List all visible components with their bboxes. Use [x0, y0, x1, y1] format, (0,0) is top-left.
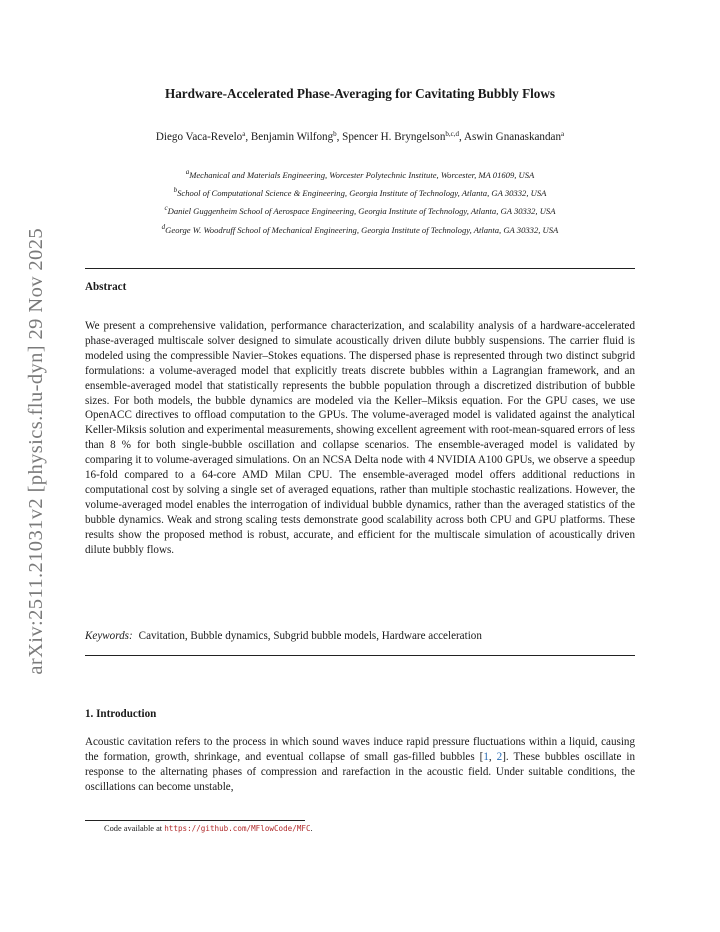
- footnote-rule: [85, 820, 305, 821]
- affiliation-item: [85, 183, 635, 201]
- introduction-text: Acoustic cavitation refers to the process in which sound waves induce rapid pressure fluctuations within a liquid, causing the formation, growth, shrinkage, and eventual collapse of small gas-filled bubbles: [85, 736, 635, 763]
- author-name: Aswin Gnanaskandan: [463, 131, 561, 143]
- citation-link[interactable]: 2: [496, 750, 503, 763]
- affiliation-mark: c: [164, 204, 168, 213]
- affiliation-item: [85, 165, 635, 183]
- arxiv-identifier-text: arXiv:2511.21031v2 [physics.flu-dyn] 29 Nov 2025: [24, 227, 47, 675]
- affiliation-mark: a: [185, 168, 190, 176]
- keywords-text: Cavitation, Bubble dynamics, Subgrid bubble models, Hardware acceleration: [138, 630, 482, 642]
- keywords-label: Keywords:: [85, 630, 133, 642]
- citation-bracket: ]: [502, 750, 506, 763]
- author-affiliation-mark: a: [242, 130, 246, 138]
- citation-bracket: [: [479, 750, 484, 763]
- footnote: [104, 824, 313, 833]
- abstract-top-rule: [85, 268, 635, 269]
- footnote-prefix: Code available at: [104, 824, 165, 833]
- affiliation-mark: d: [161, 222, 166, 231]
- author-name: Benjamin Wilfong: [250, 131, 334, 143]
- author-affiliation-mark: b,c,d: [445, 130, 459, 138]
- author-list: Diego Vaca-Revelo$^a$, Benjamin Wilfong$^b$, Spencer H. Bryngelson$^{b,c,d}$, Aswin Gnanaskandan$^a$: [155, 130, 565, 143]
- citation-link[interactable]: 1: [483, 750, 489, 763]
- abstract-heading: Abstract: [85, 281, 127, 293]
- arxiv-identifier-stamp: [16, 212, 56, 690]
- abstract-bottom-rule: [85, 655, 635, 656]
- citation-separator: ,: [488, 750, 497, 763]
- author-name: Diego Vaca-Revelo: [155, 131, 243, 143]
- introduction-body: [85, 735, 635, 795]
- affiliation-item: [85, 220, 635, 238]
- affiliation-mark: b: [173, 186, 178, 195]
- paper-title: Hardware-Accelerated Phase-Averaging for Cavitating Bubbly Flows: [164, 86, 556, 101]
- affiliation-item: [85, 201, 635, 219]
- code-repository-link[interactable]: https://github.com/MFlowCode/MFC: [164, 824, 311, 833]
- affiliation-list: [85, 165, 635, 238]
- author-affiliation-mark: a: [561, 130, 565, 138]
- introduction-heading: 1. Introduction: [85, 708, 157, 720]
- affiliation-text: Daniel Guggenheim School of Aerospace Engineering, Georgia Institute of Technology, Atlanta, GA 30332, USA: [167, 206, 556, 217]
- keywords-line: [85, 630, 635, 642]
- affiliation-text: George W. Woodruff School of Mechanical Engineering, Georgia Institute of Technology, Atlanta, GA 30332, USA: [165, 224, 559, 235]
- affiliation-text: School of Computational Science & Engineering, Georgia Institute of Technology, Atlanta, GA 30332, USA: [177, 188, 547, 199]
- footnote-suffix: .: [310, 824, 313, 833]
- author-affiliation-mark: b: [333, 130, 337, 138]
- introduction-text: . These bubbles oscillate in response to the alternating phases of compression and rarefaction in the acoustic field. Under suitable conditions, the oscillations can become unstable,: [85, 750, 636, 793]
- author-name: Spencer H. Bryngelson: [342, 131, 446, 143]
- abstract-body: We present a comprehensive validation, performance characterization, and scalability analysis of a hardware-accelerated phase-averaged multiscale solver designed to simulate acoustically driven dilute bubbly suspensions. The carrier fluid is modeled using the compressible Navier–Stokes equations. The dispersed phase is represented through two distinct subgrid formulations: a volume-averaged model that explicitly treats discrete bubbles within a Lagrangian framework, and an ensemble-averaged model that statistically represents the bubble population through a discretized distribution of bubble sizes. For both models, the bubble dynamics are modeled via the Keller–Miksis equation. For the GPU cases, we use OpenACC directives to offload computation to the GPUs. The volume-averaged model is validated against the analytical Keller-Miksis solution and experimental measurements, showing excellent agreement with root-mean-squared errors of less than 8 % for both single-bubble oscillation and collapse scenarios. The ensemble-averaged model is validated by comparing it to volume-averaged simulations. On an NCSA Delta node with 4 NVIDIA A100 GPUs, we observe a speedup 16-fold compared to a 64-core AMD Milan CPU. The ensemble-averaged model offers additional reductions in computational cost by solving a single set of averaged equations, rather than multiple stochastic realizations. However, the volume-averaged model enables the interrogation of individual bubble dynamics, rather than the averaged statistics of the bubble dynamics. Weak and strong scaling tests demonstrate good scalability across both CPU and GPU platforms. These results show the proposed method is robust, accurate, and efficient for the multiscale simulation of acoustically driven dilute bubbly flows.: [85, 320, 635, 556]
- affiliation-text: Mechanical and Materials Engineering, Worcester Polytechnic Institute, Worcester, MA 01609, USA: [189, 170, 535, 180]
